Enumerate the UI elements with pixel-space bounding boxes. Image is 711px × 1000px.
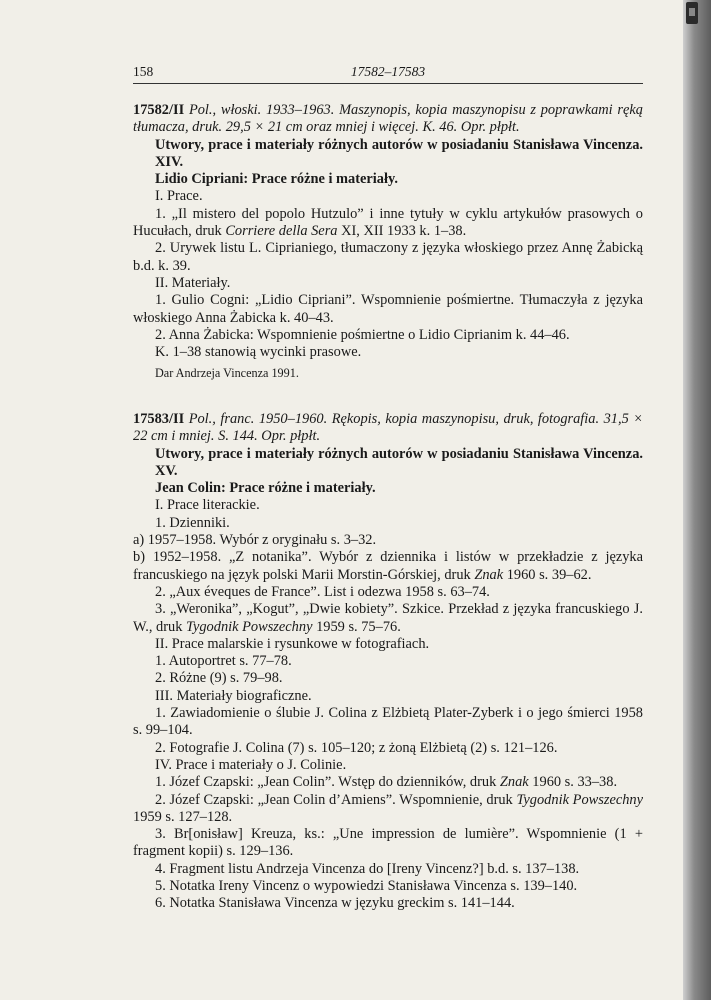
entry-description [133,411,643,446]
entry-range: 17582–17583 [350,64,426,79]
entry-title: Utwory, prace i materiały różnych autorów w posiadaniu Stanisława Vincenza. XIV. [155,136,643,170]
item-line: 4. Fragment listu Andrzeja Vincenza do [Ireny Vincenz?] b.d. s. 137–138. [155,860,580,877]
item-line: 2. Urywek listu L. Ciprianiego, tłumaczony z języka włoskiego przez Annę Żabicką b.d. k. 39. [133,240,643,274]
running-header [133,64,643,82]
item-line: 1. Dzienniki. [155,514,230,531]
header-rule [133,83,643,84]
item-line: b) 1952–1958. „Z notanika”. Wybór z dziennika i listów w przekładzie z języka francuskiego na język polski Marii Morstin-Górskiej, druk Znak 1960 s. 39–62. [133,549,643,583]
item-line: 1. Gulio Cogni: „Lidio Cipriani”. Wspomnienie pośmiertne. Tłumaczyła z języka włoskiego Anna Żabicka k. 40–43. [133,292,643,326]
entry-title: Utwory, prace i materiały różnych autorów w posiadaniu Stanisława Vincenza. XV. [155,445,643,479]
item-line: 1. Zawiadomienie o ślubie J. Colina z Elżbietą Plater-Zyberk i o jego śmierci 1958 s. 99–104. [133,705,643,739]
item-line: 3. Br[onisław] Kreuza, ks.: „Une impression de lumière”. Wspomnienie (1 + fragment kopii) s. 129–136. [133,826,643,860]
item-line: 6. Notatka Stanisława Vincenza w języku greckim s. 141–144. [155,895,515,912]
item-line: 2. Różne (9) s. 79–98. [155,670,283,687]
entry-subtitle: Jean Colin: Prace różne i materiały. [155,480,376,497]
item-line: 2. „Aux éveques de France”. List i odezwa 1958 s. 63–74. [155,583,490,600]
entry-id: 17583/II [133,411,185,427]
item-line: 1. Józef Czapski: „Jean Colin”. Wstęp do dzienników, druk Znak 1960 s. 33–38. [155,774,618,791]
section-heading: I. Prace literackie. [155,497,260,514]
item-line: 3. „Weronika”, „Kogut”, „Dwie kobiety”. Szkice. Przekład z języka francuskiego J. W., druk Tygodnik Powszechny 1959 s. 75–76. [133,601,643,635]
section-heading: II. Materiały. [155,274,231,291]
item-line: 2. Józef Czapski: „Jean Colin d’Amiens”. Wspomnienie, druk Tygodnik Powszechny 1959 s. 127–128. [133,791,643,825]
item-line: a) 1957–1958. Wybór z oryginału s. 3–32. [133,532,377,549]
page-edge-shadow [683,0,711,1000]
binder-clip [686,2,698,24]
item-line: K. 1–38 stanowią wycinki prasowe. [155,344,362,361]
section-heading: IV. Prace i materiały o J. Colinie. [155,756,347,773]
catalog-entry [133,102,643,383]
item-line: 2. Anna Żabicka: Wspomnienie pośmiertne o Lidio Ciprianim k. 44–46. [155,326,570,343]
entry-id: 17582/II [133,102,185,118]
page-number: 158 [133,64,154,79]
item-line: 5. Notatka Ireny Vincenz o wypowiedzi Stanisława Vincenza s. 139–140. [155,878,578,895]
section-heading: III. Materiały biograficzne. [155,687,312,704]
entry-subtitle: Lidio Cipriani: Prace różne i materiały. [155,171,398,188]
catalog-entry [133,411,643,913]
provenance-note: Dar Andrzeja Vincenza 1991. [155,366,299,381]
entry-physical-description: Pol., włoski. 1933–1963. Maszynopis, kopia maszynopisu z poprawkami ręką tłumacza, druk. 29,5 × 21 cm oraz mniej i więcej. K. 46. Opr. płpłt. [133,102,643,136]
entry-physical-description: Pol., franc. 1950–1960. Rękopis, kopia maszynopisu, druk, fotografia. 31,5 × 22 cm i mniej. S. 144. Opr. płpłt. [133,411,643,445]
item-line: 2. Fotografie J. Colina (7) s. 105–120; z żoną Elżbietą (2) s. 121–126. [155,739,558,756]
entry-description [133,102,643,137]
section-heading: I. Prace. [155,188,203,205]
item-line: 1. Autoportret s. 77–78. [155,653,292,670]
item-line: 1. „Il mistero del popolo Hutzulo” i inne tytuły w cyklu artykułów prasowych o Hucułach, druk Corriere della Sera XI, XII 1933 k. 1–38. [133,205,643,240]
section-heading: II. Prace malarskie i rysunkowe w fotografiach. [155,635,430,652]
